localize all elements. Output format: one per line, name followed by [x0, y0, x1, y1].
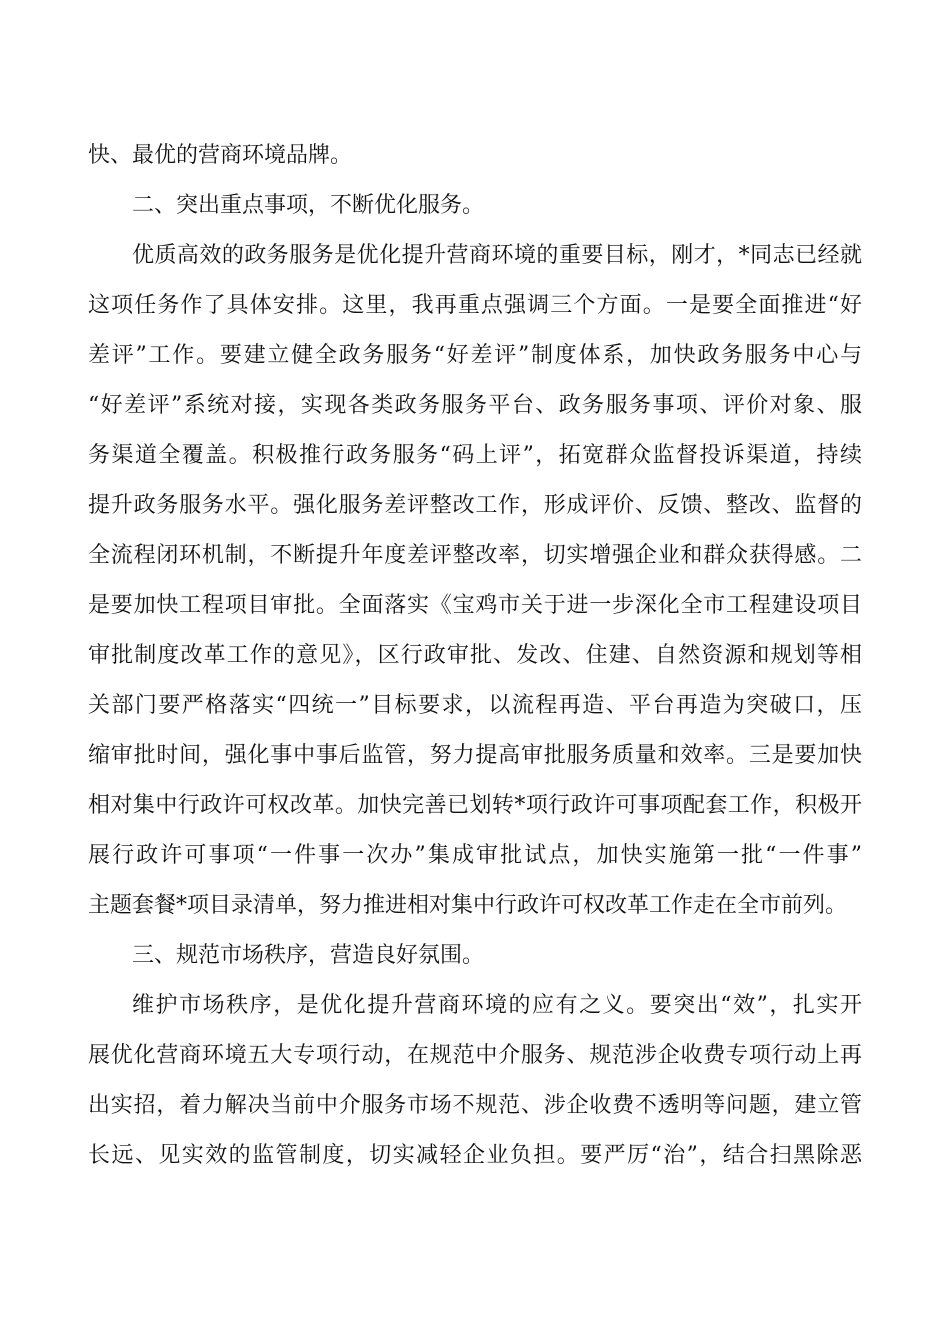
paragraph-line: 缩审批时间，强化事中事后监管，努力提高审批服务质量和效率。三是要加快: [88, 743, 862, 768]
paragraph-line: 差评”工作。要建立健全政务服务“好差评”制度体系，加快政务服务中心与: [88, 343, 862, 368]
paragraph-line: 这项任务作了具体安排。这里，我再重点强调三个方面。一是要全面推进“好: [88, 293, 862, 318]
paragraph-line: 快、最优的营商环境品牌。: [88, 143, 353, 168]
document-body: [88, 131, 862, 1181]
paragraph-line: 展行政许可事项“一件事一次办”集成审批试点，加快实施第一批“一件事”: [88, 843, 862, 868]
paragraph-line: 是要加快工程项目审批。全面落实《宝鸡市关于进一步深化全市工程建设项目: [88, 593, 862, 618]
paragraph-line: 务渠道全覆盖。积极推行政务服务“码上评”，拓宽群众监督投诉渠道，持续: [88, 443, 862, 468]
paragraph-line: 全流程闭环机制，不断提升年度差评整改率，切实增强企业和群众获得感。二: [88, 543, 862, 568]
section-heading: 二、突出重点事项，不断优化服务。: [132, 193, 485, 218]
paragraph-line: 关部门要严格落实“四统一”目标要求，以流程再造、平台再造为突破口，压: [88, 693, 862, 718]
paragraph-line: 优质高效的政务服务是优化提升营商环境的重要目标，刚才，*同志已经就: [132, 243, 862, 268]
paragraph-line: “好差评”系统对接，实现各类政务服务平台、政务服务事项、评价对象、服: [88, 393, 862, 418]
paragraph-line: 长远、见实效的监管制度，切实减轻企业负担。要严厉“治”，结合扫黑除恶: [88, 1143, 862, 1168]
paragraph-line: 主题套餐*项目录清单，努力推进相对集中行政许可权改革工作走在全市前列。: [88, 893, 848, 918]
paragraph-line: 展优化营商环境五大专项行动，在规范中介服务、规范涉企收费专项行动上再: [88, 1043, 862, 1068]
paragraph-line: 审批制度改革工作的意见》，区行政审批、发改、住建、自然资源和规划等相: [88, 643, 862, 668]
paragraph-line: 相对集中行政许可权改革。加快完善已划转*项行政许可事项配套工作，积极开: [88, 793, 862, 818]
paragraph-line: 维护市场秩序，是优化提升营商环境的应有之义。要突出“效”，扎实开: [132, 993, 862, 1018]
paragraph-line: 出实招，着力解决当前中介服务市场不规范、涉企收费不透明等问题，建立管: [88, 1093, 862, 1118]
paragraph-line: 提升政务服务水平。强化服务差评整改工作，形成评价、反馈、整改、监督的: [88, 493, 862, 518]
section-heading: 三、规范市场秩序，营造良好氛围。: [132, 943, 485, 968]
